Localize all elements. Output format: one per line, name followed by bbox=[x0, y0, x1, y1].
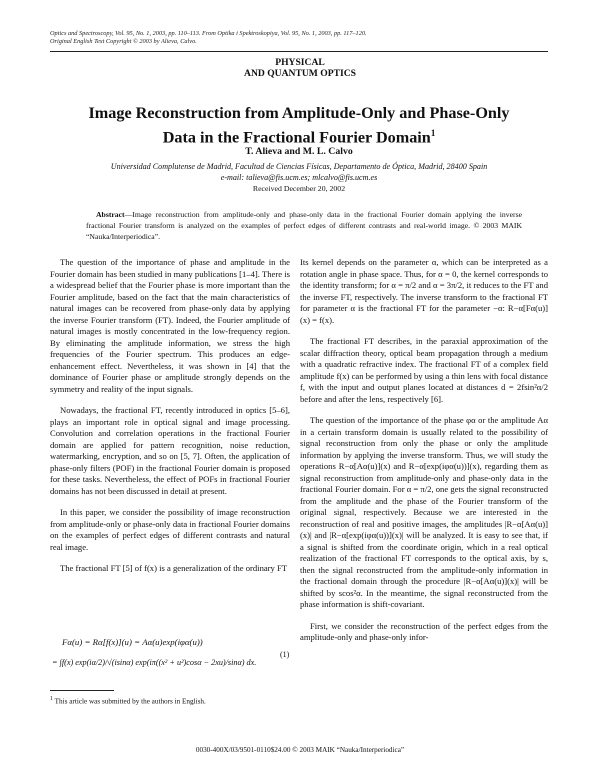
received-date: Received December 20, 2002 bbox=[252, 184, 346, 193]
abstract-text: —Image reconstruction from amplitude-only and phase-only data in the fractional Fourier domain applying the inverse fractional Fourier transform is analyzed on the examples of perfect edges of different contrasts and real-world image. © 2003 MAIK “Nauka/Interperiodica”. bbox=[86, 210, 522, 241]
footnote-mark: 1 bbox=[50, 696, 53, 702]
email-line: e-mail: talieva@fis.ucm.es; mlcalvo@fis.ucm.es bbox=[220, 173, 378, 182]
equation-line-1: Fα(u) = Rα[f(x)](u) = Aα(u)exp(iφα(u)) bbox=[62, 637, 203, 647]
right-paragraph-4: First, we consider the reconstruction of the perfect edges from the amplitude-only and phase-only infor- bbox=[300, 620, 548, 642]
section-line-1: PHYSICAL bbox=[275, 57, 325, 68]
equation-line-2: = ∫f(x) exp(iα/2)/√(isinα) exp(iπ((x² + u²)cosα − 2xu)/sinα) dx. bbox=[52, 658, 257, 667]
title-line-1: Image Reconstruction from Amplitude-Only and Phase-Only bbox=[88, 104, 510, 122]
title-line-2: Data in the Fractional Fourier Domain bbox=[162, 128, 431, 147]
journal-citation-header bbox=[50, 30, 367, 46]
affiliation: Universidad Complutense de Madrid, Facultad de Ciencias Físicas, Departamento de Óptica, Madrid, 28400 Spain bbox=[110, 162, 488, 171]
copyright-line: 0030-400X/03/9501-0110$24.00 © 2003 MAIK “Nauka/Interperiodica” bbox=[195, 746, 405, 754]
title-footnote-mark: 1 bbox=[430, 128, 436, 138]
left-column bbox=[50, 257, 290, 575]
header-rule bbox=[50, 51, 548, 52]
right-paragraph-3: The question of the importance of the phase φα or the amplitude Aα in a certain transform domain is usually related to the possibility of signal reconstruction from only the phase or only the amplitude information by applying the inverse transform. Thus, we will study the operations R−α[Aα(u)](x) and R−α[exp(iφα(u))](x), regarding them as signal reconstruction from amplitude-only and phase-only data in the fractional Fourier domain. For α = π/2, one gets the signal reconstructed from the amplitude and the phase of the Fourier transform of the original signal, respectively. Because we are interested in the reconstruction of real and positive images, the amplitudes |R−α[Aα(u)](x)| and |R−α[exp(iφα(u))](x)| will be analyzed. It is easy to see that, if a signal is shifted from the coordinate origin, which in a real optical realization of the fractional FT corresponds to the optical axis, by s, then the signal reconstructed from the amplitude-only information in the fractional domain through the procedure |R−α[Aα(u)](x)| will be shifted by scos²α. In the meantime, the signal reconstructed from the phase information is shift-covariant. bbox=[300, 415, 548, 609]
left-paragraph-3: In this paper, we consider the possibility of image reconstruction from amplitude-only or phase-only data in fractional Fourier domains on the examples of perfect edges of different contrasts and natural real image. bbox=[50, 507, 290, 552]
footnote-rule bbox=[50, 690, 114, 691]
left-paragraph-2: Nowadays, the fractional FT, recently introduced in optics [5–6], plays an important role in optical signal and image processing. Convolution and correlation operations in the fractional Fourier domain are applied for pattern recognition, noise reduction, watermarking, encryption, and so on [5, 7]. Often, the application of phase-only filters (POF) in the fractional Fourier domain is proposed for these tasks. Nevertheless, the effect of POFs in fractional Fourier domains has not been discussed in detail at present. bbox=[50, 405, 290, 496]
equation-number: (1) bbox=[280, 650, 290, 659]
abstract bbox=[86, 209, 522, 242]
section-heading bbox=[0, 58, 600, 79]
footnote bbox=[50, 696, 290, 705]
authors: T. Alieva and M. L. Calvo bbox=[245, 146, 353, 157]
footnote-text: This article was submitted by the authors in English. bbox=[53, 697, 206, 706]
citation-line-2: Original English Text Copyright © 2003 by Alieva, Calvo. bbox=[50, 38, 197, 45]
right-paragraph-2: The fractional FT describes, in the paraxial approximation of the scalar diffraction theory, optical beam propagation through a medium with a quadratic refractive index. The fractional FT of a complex field amplitude f(x) can be performed by using a thin lens with focal distance f, with the input and output planes located at distances d = 2fsin²α/2 before and after the lens, respectively [6]. bbox=[300, 336, 548, 404]
article-title bbox=[50, 103, 548, 147]
section-line-2: AND QUANTUM OPTICS bbox=[244, 67, 356, 79]
left-paragraph-4: The fractional FT [5] of f(x) is a generalization of the ordinary FT bbox=[60, 563, 288, 573]
abstract-label: Abstract bbox=[96, 210, 125, 219]
right-column bbox=[300, 257, 548, 644]
right-paragraph-1: Its kernel depends on the parameter α, which can be interpreted as a rotation angle in phase space. Thus, for α = 0, the kernel corresponds to the identity transform; for α = π/2 and α = 3π/2, it reduces to the FT and the inverse FT, respectively. The inverse transform to the fractional FT for parameter α is the fractional FT for the parameter −α: R−α[Fα(u)](x) = f(x). bbox=[300, 257, 548, 325]
citation-line-1: Optics and Spectroscopy, Vol. 95, No. 1, 2003, pp. 110–113. From Optika i Spektroskopiya, Vol. 95, No. 1, 2003, pp. 117–120. bbox=[50, 30, 367, 37]
left-paragraph-1: The question of the importance of phase and amplitude in the Fourier domain has been studied in many publications [1–4]. There is a widespread belief that the Fourier phase is more important than the Fourier amplitude, based on the fact that the main characteristics of natural images can be recovered from phase-only data by applying the inverse Fourier transform (FT). Indeed, the Fourier amplitude of natural images is mostly concentrated in the low-frequency region. By eliminating the amplitude information, we stress the high frequencies of the Fourier spectrum. This produces an edge-enhancement effect. Nevertheless, it was shown in [4] that the dominance of Fourier phase or amplitude strongly depends on the symmetry and reality of the input signals. bbox=[50, 257, 290, 394]
